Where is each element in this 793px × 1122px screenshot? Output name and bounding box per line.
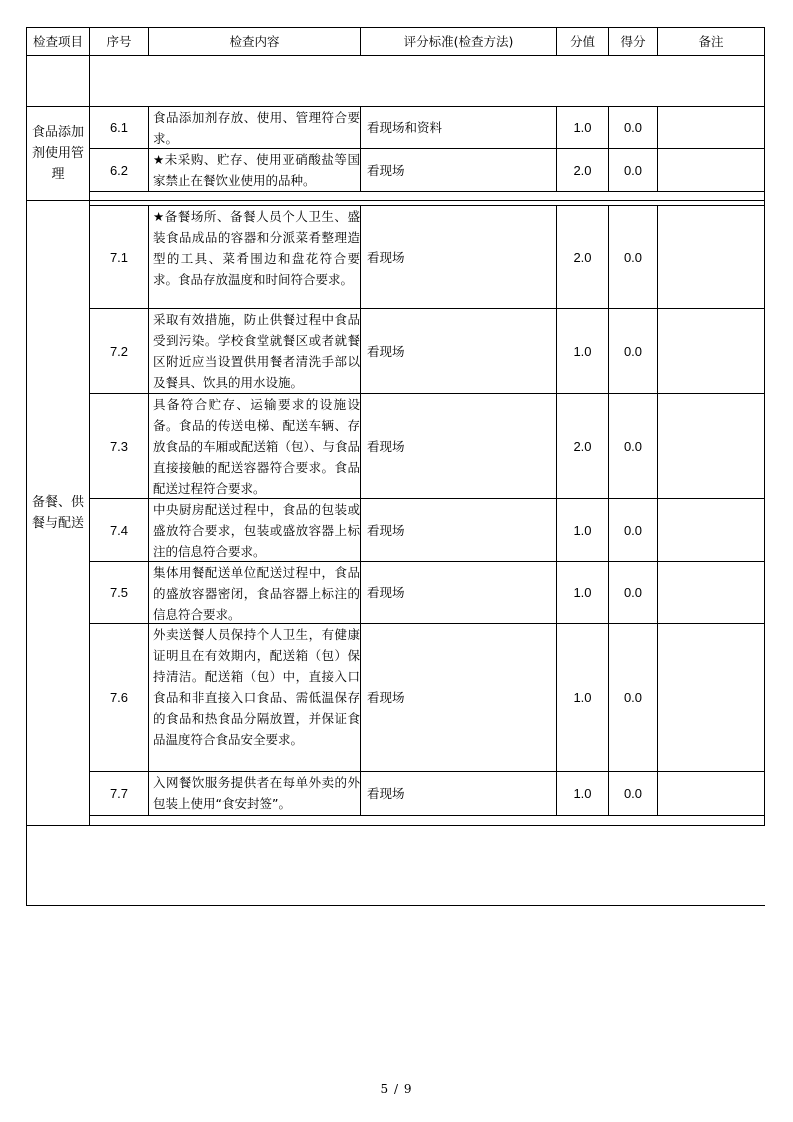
content-cell: 中央厨房配送过程中，食品的包装或盛放符合要求，包装或盛放容器上标注的信息符合要求。 (153, 502, 360, 559)
section-divider (26, 200, 765, 201)
content-cell: 集体用餐配送单位配送过程中，食品的盛放容器密闭，食品容器上标注的信息符合要求。 (153, 565, 360, 622)
header-content: 检查内容 (229, 34, 280, 49)
content-cell: ★备餐场所、备餐人员个人卫生、盛装食品成品的容器和分派菜肴整理造型的工具、菜肴围边和盘花符合要求。食品存放温度和时间符合要求。 (153, 209, 360, 287)
column-divider (89, 55, 90, 107)
seq-cell: 7.4 (109, 522, 129, 538)
method-cell: 看现场 (367, 249, 405, 265)
column-divider (657, 205, 658, 816)
method-cell: 看现场 (367, 343, 405, 359)
points-cell: 1.0 (573, 585, 592, 600)
method-cell: 看现场 (367, 585, 405, 600)
category-label (28, 107, 88, 200)
header-seq: 序号 (106, 34, 132, 49)
points-cell: 2.0 (573, 162, 592, 178)
points-cell: 2.0 (573, 249, 592, 265)
content-cell: 食品添加剂存放、使用、管理符合要求。 (153, 110, 360, 146)
header-score: 得分 (620, 34, 646, 49)
table-border-right (764, 27, 765, 825)
score-cell: 0.0 (623, 786, 643, 801)
header-standard: 评分标准(检查方法) (403, 34, 514, 49)
header-divider (26, 55, 765, 56)
content-cell: 具备符合贮存、运输要求的设施设备。食品的传送电梯、配送车辆、存放食品的车厢或配送箱（包）、与食品直接接触的配送容器符合要求。食品配送过程符合要求。 (153, 397, 360, 496)
seq-cell: 7.1 (109, 249, 129, 265)
section-divider (26, 825, 765, 826)
score-cell: 0.0 (623, 343, 643, 359)
score-cell: 0.0 (623, 522, 643, 538)
column-divider (657, 106, 658, 192)
method-cell: 看现场 (367, 522, 405, 538)
score-cell: 0.0 (623, 162, 643, 178)
category-text: 备餐、供餐与配送 (31, 495, 84, 531)
score-cell: 0.0 (623, 120, 643, 135)
seq-cell: 6.1 (109, 120, 129, 135)
row-divider (89, 191, 765, 192)
header-points: 分值 (569, 34, 595, 49)
content-cell: 采取有效措施，防止供餐过程中食品受到污染。学校食堂就餐区或者就餐区附近应当设置供用餐者清洗手部以及餐具、饮具的用水设施。 (153, 312, 360, 390)
score-cell: 0.0 (623, 438, 643, 454)
category-text: 食品添加剂使用管理 (31, 125, 84, 182)
points-cell: 1.0 (573, 343, 592, 359)
content-cell: ★未采购、贮存、使用亚硝酸盐等国家禁止在餐饮业使用的品种。 (153, 152, 360, 188)
seq-cell: 7.6 (109, 690, 129, 705)
points-cell: 1.0 (573, 522, 592, 538)
seq-cell: 7.2 (109, 343, 129, 359)
seq-cell: 7.7 (109, 786, 129, 801)
method-cell: 看现场 (367, 690, 405, 705)
score-cell: 0.0 (623, 690, 643, 705)
content-cell: 外卖送餐人员保持个人卫生，有健康证明且在有效期内，配送箱（包）保持清洁。配送箱（包）中，直接入口食品和非直接入口食品、需低温保存的食品和热食品分隔放置，并保证食品温度符合食品安全要求。 (153, 627, 360, 747)
method-cell: 看现场和资料 (367, 120, 443, 135)
table-border-left (26, 27, 27, 905)
score-cell: 0.0 (623, 585, 643, 600)
header-remarks: 备注 (698, 34, 724, 49)
row-divider (89, 815, 765, 816)
category-label (28, 201, 88, 825)
points-cell: 1.0 (573, 690, 592, 705)
method-cell: 看现场 (367, 162, 405, 178)
seq-cell: 6.2 (109, 162, 129, 178)
points-cell: 1.0 (573, 786, 592, 801)
score-cell: 0.0 (623, 249, 643, 265)
method-cell: 看现场 (367, 438, 405, 454)
table-border-bottom (26, 905, 765, 906)
header-category: 检查项目 (32, 34, 83, 49)
points-cell: 1.0 (573, 120, 592, 135)
method-cell: 看现场 (367, 786, 405, 801)
content-cell: 入网餐饮服务提供者在每单外卖的外包装上使用“食安封签”。 (153, 775, 360, 811)
seq-cell: 7.3 (109, 438, 129, 454)
page-number: 5 / 9 (380, 1082, 413, 1096)
seq-cell: 7.5 (109, 585, 129, 600)
points-cell: 2.0 (573, 438, 592, 454)
